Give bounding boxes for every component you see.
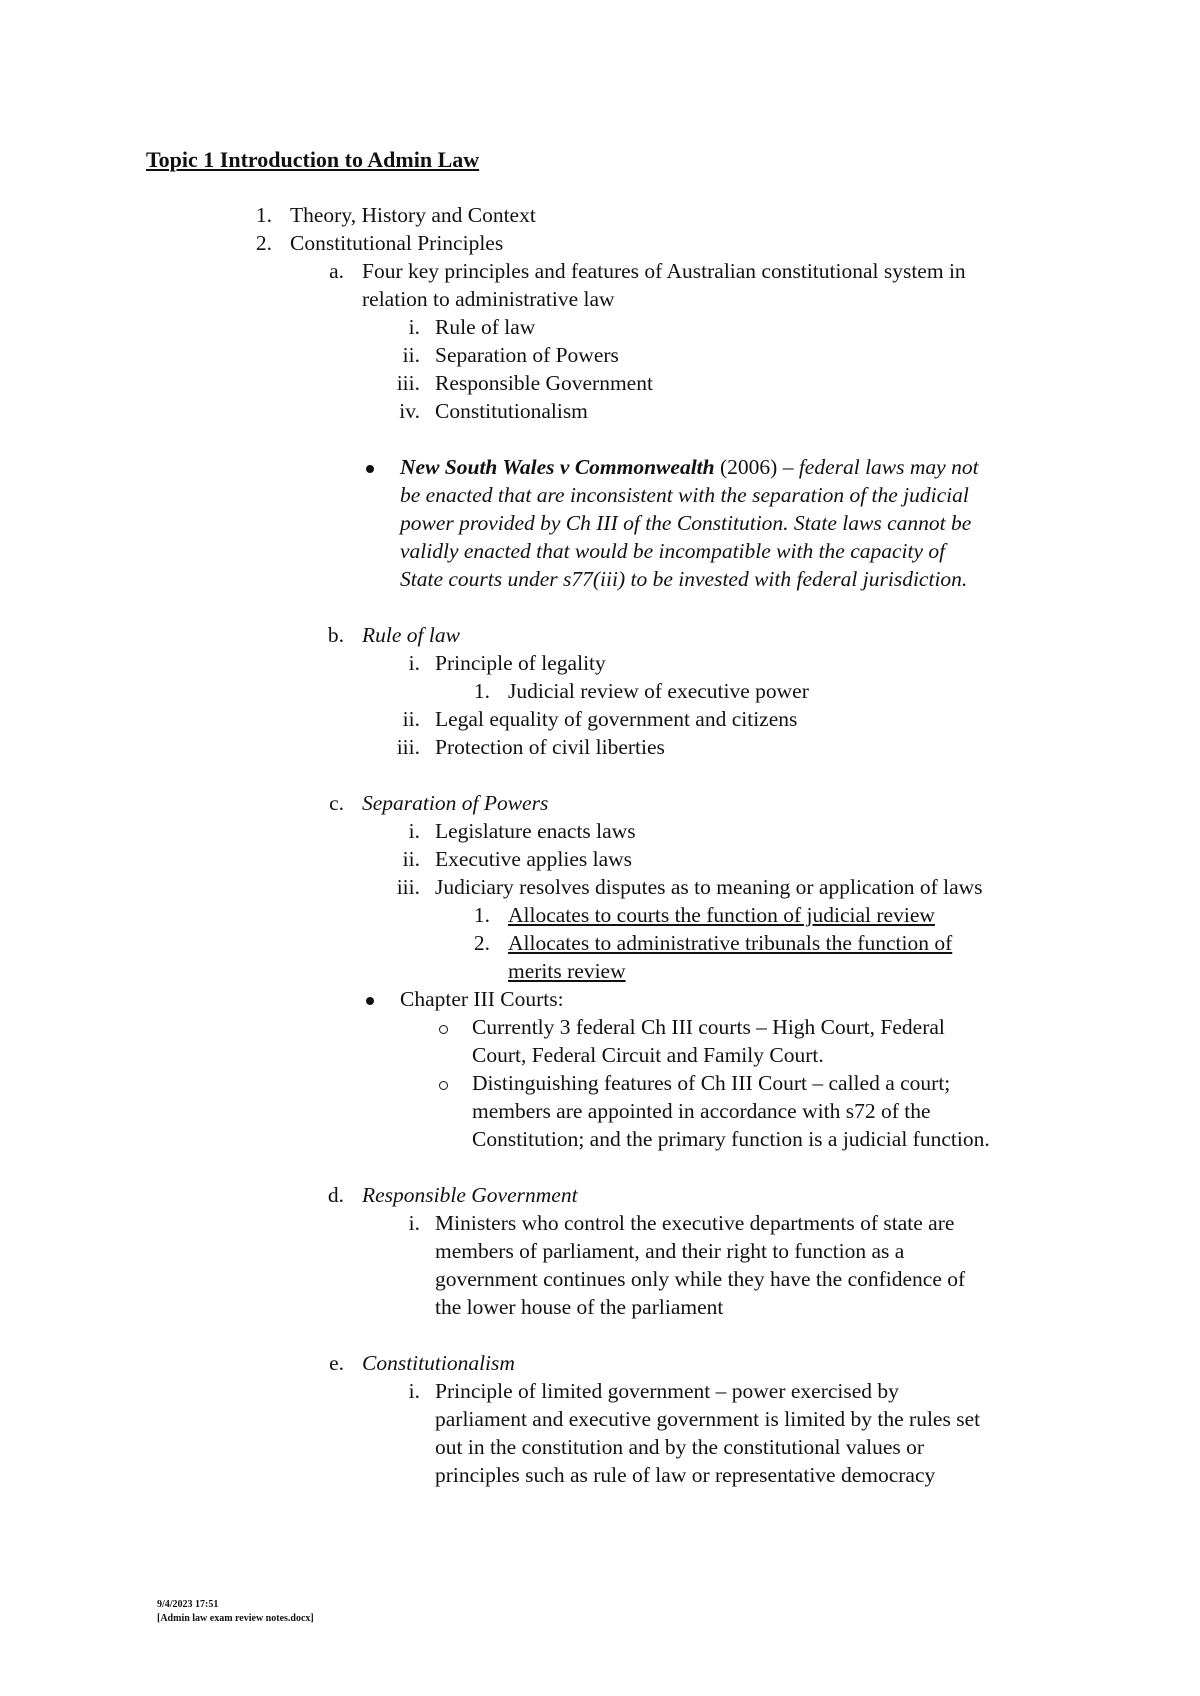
list-roman: i. xyxy=(408,315,420,339)
list-item: Executive applies laws xyxy=(435,847,633,871)
list-letter: c. xyxy=(329,791,344,815)
list-item: Judiciary resolves disputes as to meaning or application of laws xyxy=(435,875,983,899)
circle-bullet-icon xyxy=(439,1081,448,1090)
list-roman: i. xyxy=(408,1211,420,1235)
list-roman: iii. xyxy=(396,371,420,395)
list-letter: a. xyxy=(329,259,344,283)
list-item: Rule of law xyxy=(435,315,536,339)
list-roman: iv. xyxy=(399,399,420,423)
list-item-continued: out in the constitution and by the constitutional values or xyxy=(435,1435,925,1459)
list-item: Judicial review of executive power xyxy=(508,679,809,703)
list-item: Allocates to courts the function of judicial review xyxy=(508,903,935,927)
list-item-continued: merits review xyxy=(508,959,626,983)
list-item-continued: relation to administrative law xyxy=(362,287,615,311)
bullet-icon xyxy=(366,465,374,473)
list-letter: d. xyxy=(327,1183,344,1207)
list-roman: iii. xyxy=(396,875,420,899)
section-heading: Separation of Powers xyxy=(362,791,549,815)
case-note-line: New South Wales v Commonwealth (2006) – federal laws may not xyxy=(400,455,979,479)
list-item-continued: members are appointed in accordance with s72 of the xyxy=(472,1099,931,1123)
list-item: Ministers who control the executive departments of state are xyxy=(435,1211,955,1235)
list-item: Constitutional Principles xyxy=(290,231,504,255)
case-note-line: be enacted that are inconsistent with the separation of the judicial xyxy=(400,483,969,507)
list-item: Chapter III Courts: xyxy=(400,987,564,1011)
list-number: 2. xyxy=(255,231,272,255)
case-note-line: validly enacted that would be incompatible with the capacity of xyxy=(400,539,946,563)
footer-date: 9/4/2023 17:51 xyxy=(157,1599,219,1610)
list-item: Legislature enacts laws xyxy=(435,819,636,843)
case-year: (2006) xyxy=(714,455,778,479)
list-roman: iii. xyxy=(396,735,420,759)
case-name: New South Wales v Commonwealth xyxy=(400,455,715,479)
section-heading: Rule of law xyxy=(362,623,460,647)
list-item: Separation of Powers xyxy=(435,343,619,367)
section-heading: Responsible Government xyxy=(362,1183,578,1207)
section-heading: Constitutionalism xyxy=(362,1351,515,1375)
circle-bullet-icon xyxy=(439,1025,448,1034)
list-roman: i. xyxy=(408,819,420,843)
list-number: 1. xyxy=(255,203,272,227)
list-item: Four key principles and features of Australian constitutional system in xyxy=(362,259,966,283)
case-note-line: power provided by Ch III of the Constitution. State laws cannot be xyxy=(400,511,972,535)
list-roman: i. xyxy=(408,1379,420,1403)
list-roman: i. xyxy=(408,651,420,675)
bullet-icon xyxy=(366,997,374,1005)
list-roman: ii. xyxy=(402,343,420,367)
list-item: Principle of limited government – power exercised by xyxy=(435,1379,899,1403)
list-item-continued: Constitution; and the primary function is a judicial function. xyxy=(472,1127,990,1151)
list-item-continued: the lower house of the parliament xyxy=(435,1295,724,1319)
list-letter: b. xyxy=(327,623,344,647)
list-item: Principle of legality xyxy=(435,651,606,675)
list-item: Theory, History and Context xyxy=(290,203,536,227)
list-item-continued: parliament and executive government is limited by the rules set xyxy=(435,1407,981,1431)
list-item: Currently 3 federal Ch III courts – High Court, Federal xyxy=(472,1015,945,1039)
list-item: Allocates to administrative tribunals the function of xyxy=(508,931,953,955)
list-item-continued: principles such as rule of law or representative democracy xyxy=(435,1463,936,1487)
list-letter: e. xyxy=(329,1351,344,1375)
case-note-line: State courts under s77(iii) to be invested with federal jurisdiction. xyxy=(400,567,968,591)
list-number: 1. xyxy=(473,679,490,703)
list-item-continued: Court, Federal Circuit and Family Court. xyxy=(472,1043,824,1067)
list-item-continued: members of parliament, and their right to function as a xyxy=(435,1239,905,1263)
list-item: Constitutionalism xyxy=(435,399,588,423)
list-number: 2. xyxy=(473,931,490,955)
list-item-continued: government continues only while they have the confidence of xyxy=(435,1267,966,1291)
list-item: Distinguishing features of Ch III Court – called a court; xyxy=(472,1071,951,1095)
list-number: 1. xyxy=(473,903,490,927)
footer-filename: [Admin law exam review notes.docx] xyxy=(157,1613,314,1624)
list-item: Protection of civil liberties xyxy=(435,735,665,759)
page-title: Topic 1 Introduction to Admin Law xyxy=(146,147,480,172)
list-item: Legal equality of government and citizens xyxy=(435,707,798,731)
list-roman: ii. xyxy=(402,847,420,871)
list-roman: ii. xyxy=(402,707,420,731)
list-item: Responsible Government xyxy=(435,371,653,395)
